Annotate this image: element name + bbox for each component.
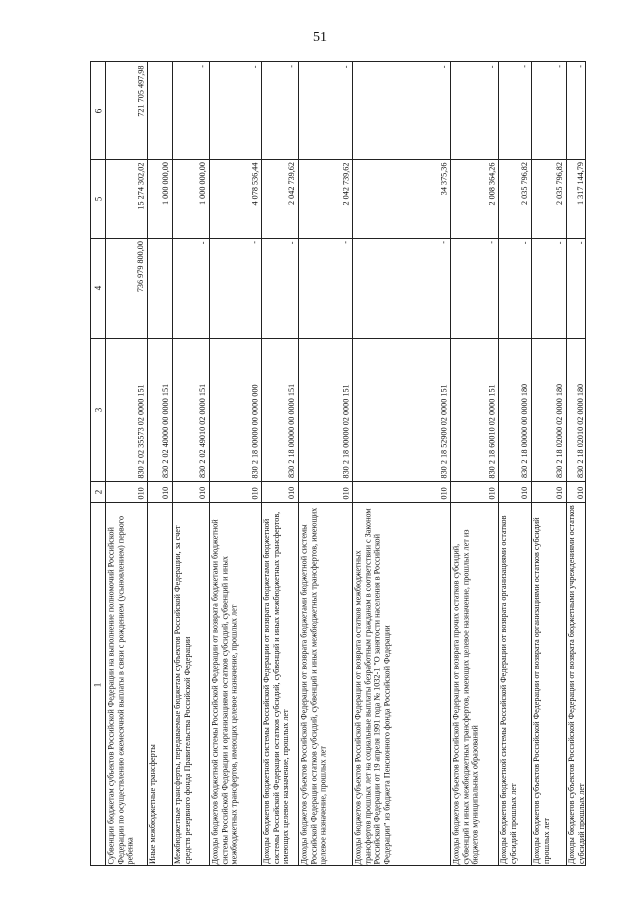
amount-col4-cell-text: - <box>287 241 297 244</box>
admin-code-cell <box>531 481 566 502</box>
revenue-name-cell-text: Доходы бюджетов субъектов Российской Федерации от возврата бюджетами бюджетной системы Российской Федерации остатков субсидий, субвенций и иных межбюджетных трансфертов, имеющих целевое назначение, прошлых лет <box>299 507 328 864</box>
amount-col4-cell <box>531 238 566 338</box>
admin-code-cell <box>147 481 172 502</box>
budget-code-cell <box>450 338 498 481</box>
amount-col4-cell-text: - <box>439 241 449 244</box>
amount-col4-cell <box>147 238 172 338</box>
amount-col6-cell <box>531 62 566 159</box>
revenue-name-cell-text: Доходы бюджетов субъектов Российской Федерации от возврата организациями остатков субсидий прошлых лет <box>532 517 551 864</box>
budget-code-cell-text: 830 2 18 02010 02 0000 180 <box>576 383 586 478</box>
amount-col4-cell <box>298 238 352 338</box>
amount-col4-cell-text: - <box>198 241 208 244</box>
amount-col4-cell <box>450 238 498 338</box>
revenue-name-cell <box>352 502 450 867</box>
revenue-name-cell <box>105 502 147 867</box>
budget-code-cell-text: 830 2 18 00000 02 0000 151 <box>341 383 351 478</box>
amount-col5-cell-text: 2 008 364,26 <box>487 162 497 205</box>
budget-code-cell <box>352 338 450 481</box>
admin-code-cell <box>566 481 587 502</box>
revenue-name-cell <box>261 502 298 867</box>
amount-col5-cell <box>498 159 531 238</box>
column-header <box>91 502 105 867</box>
admin-code-cell-text: 010 <box>136 486 146 499</box>
admin-code-cell-text: 010 <box>487 486 497 499</box>
amount-col5-cell <box>352 159 450 238</box>
amount-col5-cell <box>261 159 298 238</box>
revenue-name-cell-text: Доходы бюджетов бюджетной системы Российской Федерации от возврата бюджетами бюджетной системы Российской Федерации и организациями остатков субсидий, субвенций и иных межбюджетных трансфертов, имеющих целевое назначение, прошлых лет <box>210 518 239 864</box>
revenue-name-cell-text: Доходы бюджетов субъектов Российской Федерации от возврата прочих остатков субсидий, субвенций и иных межбюджетных трансфертов, имеющих целевое назначение, прошлых лет из бюджетов муниципальных образований <box>451 529 480 864</box>
revenue-name-cell-text: Доходы бюджетов субъектов Российской Федерации от возврата остатков межбюджетных трансфертов прошлых лет на социальные выплаты безработным гражданам в соответствии с Законом Российской Федерации от 19 апреля 1991 года № 1032-1 "О занятости населения в Российской Федерации" из бюджета Пенсионного фонда Российской Федерации <box>353 507 392 864</box>
amount-col6-cell-text: - <box>439 65 449 68</box>
amount-col6-cell-text: - <box>287 65 297 68</box>
amount-col5-cell-text: 1 317 144,79 <box>576 162 586 205</box>
column-header <box>91 338 105 481</box>
amount-col5-cell-text: 2 035 796,82 <box>555 162 565 205</box>
admin-code-cell <box>352 481 450 502</box>
amount-col4-cell <box>261 238 298 338</box>
budget-code-cell <box>566 338 587 481</box>
amount-col6-cell-text: - <box>576 65 586 68</box>
amount-col6-cell <box>498 62 531 159</box>
admin-code-cell-text: 010 <box>520 486 530 499</box>
amount-col6-cell <box>147 62 172 159</box>
revenue-name-cell <box>209 502 261 867</box>
amount-col6-cell <box>261 62 298 159</box>
amount-col5-cell-text: 4 078 536,44 <box>250 162 260 205</box>
budget-code-cell-text: 830 2 02 49010 02 0000 151 <box>198 383 208 478</box>
amount-col6-cell-text: - <box>250 65 260 68</box>
budget-code-cell-text: 830 2 18 52900 02 0000 151 <box>439 383 449 478</box>
budget-code-cell <box>172 338 209 481</box>
amount-col6-cell <box>566 62 587 159</box>
revenue-name-cell <box>531 502 566 867</box>
amount-col6-cell <box>209 62 261 159</box>
amount-col4-cell-text: - <box>341 241 351 244</box>
admin-code-cell-text: 010 <box>555 486 565 499</box>
amount-col5-cell-text: 1 000 000,00 <box>198 162 208 205</box>
amount-col4-cell-text: - <box>555 241 565 244</box>
amount-col4-cell-text: - <box>250 241 260 244</box>
amount-col4-cell <box>566 238 587 338</box>
admin-code-cell <box>450 481 498 502</box>
budget-code-cell <box>498 338 531 481</box>
amount-col4-cell <box>209 238 261 338</box>
amount-col5-cell-text: 15 274 302,02 <box>136 162 146 210</box>
admin-code-cell-text: 010 <box>341 486 351 499</box>
budget-code-cell-text: 830 2 18 02000 02 0000 180 <box>555 383 565 478</box>
budget-code-cell <box>105 338 147 481</box>
budget-code-cell-text: 830 2 02 40000 00 0000 151 <box>161 383 171 478</box>
budget-code-cell-text: 830 2 18 00000 00 0000 000 <box>250 383 260 478</box>
budget-code-cell-text: 830 2 18 00000 00 0000 180 <box>520 383 530 478</box>
column-header-text: 6 <box>93 108 104 113</box>
admin-code-cell <box>498 481 531 502</box>
revenue-name-cell-text: Доходы бюджетов субъектов Российской Федерации от возврата бюджетными учреждениями остатков субсидий прошлых лет <box>567 505 586 864</box>
amount-col5-cell <box>531 159 566 238</box>
column-header-text: 3 <box>93 407 104 412</box>
revenue-name-cell <box>498 502 531 867</box>
admin-code-cell <box>261 481 298 502</box>
revenue-name-cell <box>298 502 352 867</box>
admin-code-cell-text: 010 <box>287 486 297 499</box>
budget-code-cell <box>209 338 261 481</box>
page-number: 51 <box>313 30 327 45</box>
budget-code-cell-text: 830 2 02 35573 02 0000 151 <box>136 383 146 478</box>
amount-col4-cell <box>352 238 450 338</box>
column-header <box>91 159 105 238</box>
admin-code-cell-text: 010 <box>439 486 449 499</box>
amount-col5-cell-text: 2 042 739,62 <box>341 162 351 205</box>
revenue-name-cell <box>172 502 209 867</box>
budget-code-cell <box>261 338 298 481</box>
budget-code-cell <box>298 338 352 481</box>
amount-col4-cell-text: 736 979 800,00 <box>136 241 146 293</box>
column-header-text: 2 <box>93 489 104 494</box>
amount-col5-cell-text: 2 042 739,62 <box>287 162 297 205</box>
amount-col5-cell-text: 2 035 796,82 <box>520 162 530 205</box>
amount-col6-cell <box>450 62 498 159</box>
column-header-text: 4 <box>93 285 104 291</box>
admin-code-cell-text: 010 <box>198 486 208 499</box>
amount-col6-cell <box>172 62 209 159</box>
amount-col6-cell <box>105 62 147 159</box>
budget-code-cell <box>531 338 566 481</box>
revenue-name-cell-text: Межбюджетные трансферты, передаваемые бюджетам субъектов Российской Федерации, за счет средств резервного фонда Правительства Российской Федерации <box>173 525 192 864</box>
amount-col5-cell <box>172 159 209 238</box>
amount-col6-cell-text: - <box>198 65 208 68</box>
amount-col4-cell-text: - <box>487 241 497 244</box>
amount-col5-cell <box>209 159 261 238</box>
amount-col5-cell <box>105 159 147 238</box>
amount-col5-cell <box>298 159 352 238</box>
amount-col5-cell <box>566 159 587 238</box>
amount-col5-cell-text: 1 000 000,00 <box>161 162 171 205</box>
amount-col6-cell-text: - <box>341 65 351 68</box>
amount-col6-cell-text: - <box>520 65 530 68</box>
amount-col4-cell <box>498 238 531 338</box>
amount-col6-cell-text: 721 705 497,98 <box>136 65 146 117</box>
amount-col6-cell-text: - <box>487 65 497 68</box>
amount-col6-cell <box>298 62 352 159</box>
revenue-name-cell-text: Субвенции бюджетам субъектов Российской Федерации на выполнение полномочий Российской Федерации по осуществлению ежемесячной выплаты в связи с рождением (усыновлением) первого ребенка <box>106 515 135 864</box>
amount-col6-cell <box>352 62 450 159</box>
admin-code-cell-text: 010 <box>576 486 586 499</box>
amount-col4-cell-text: - <box>576 241 586 244</box>
admin-code-cell-text: 010 <box>250 486 260 499</box>
revenue-name-cell <box>450 502 498 867</box>
revenue-name-cell-text: Доходы бюджетов бюджетной системы Российской Федерации от возврата бюджетами бюджетной системы Российской Федерации остатков субсидий, субвенций и иных межбюджетных трансфертов, имеющих целевое назначение, прошлых лет <box>262 511 291 864</box>
revenue-name-cell <box>566 502 587 867</box>
amount-col4-cell <box>105 238 147 338</box>
amount-col4-cell <box>172 238 209 338</box>
column-header <box>91 62 105 159</box>
budget-code-cell-text: 830 2 18 60010 02 0000 151 <box>487 383 497 478</box>
revenue-name-cell <box>147 502 172 867</box>
admin-code-cell <box>172 481 209 502</box>
admin-code-cell <box>105 481 147 502</box>
admin-code-cell-text: 010 <box>161 486 171 499</box>
data-table <box>90 61 586 866</box>
column-header <box>91 238 105 338</box>
amount-col4-cell-text: - <box>520 241 530 244</box>
budget-code-cell-text: 830 2 18 00000 00 0000 151 <box>287 383 297 478</box>
column-header <box>91 481 105 502</box>
revenue-name-cell-text: Доходы бюджетов бюджетной системы Российской Федерации от возврата организациями остатков субсидий прошлых лет <box>499 515 518 864</box>
budget-code-cell <box>147 338 172 481</box>
column-header-text: 5 <box>93 196 104 201</box>
amount-col5-cell <box>147 159 172 238</box>
amount-col5-cell <box>450 159 498 238</box>
amount-col5-cell-text: 34 375,36 <box>439 162 449 195</box>
revenue-name-cell-text: Иные межбюджетные трансферты <box>148 744 157 864</box>
amount-col6-cell-text: - <box>555 65 565 68</box>
admin-code-cell <box>209 481 261 502</box>
admin-code-cell <box>298 481 352 502</box>
column-header-text: 1 <box>92 682 102 687</box>
